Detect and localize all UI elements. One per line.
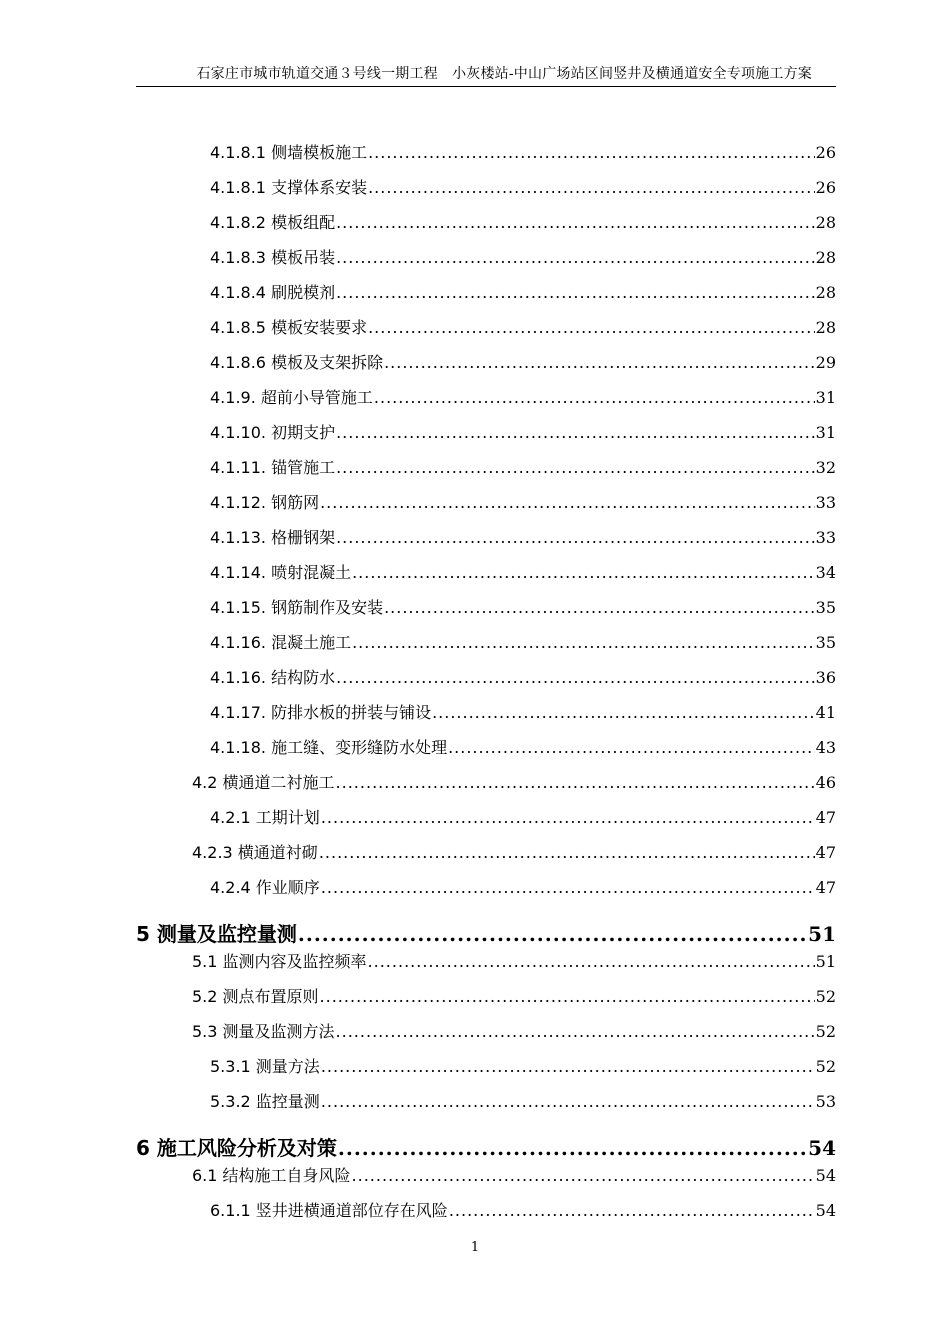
toc-leader-dots (432, 701, 815, 725)
toc-entry[interactable] (192, 1164, 836, 1188)
toc-entry-page: 51 (815, 952, 836, 971)
toc-entry[interactable] (210, 1090, 836, 1114)
toc-entry-title: 4.1.17. 防排水板的拼装与铺设 (210, 703, 432, 722)
toc-entry-title: 4.1.8.1 侧墙模板施工 (210, 143, 368, 162)
toc-leader-dots (320, 491, 815, 515)
toc-leader-dots (374, 386, 815, 410)
toc-entry-title: 4.1.16. 混凝土施工 (210, 633, 352, 652)
toc-entry-page: 28 (815, 248, 836, 267)
toc-entry[interactable] (210, 316, 836, 340)
toc-entry-page: 51 (808, 922, 836, 946)
toc-entry[interactable] (136, 1134, 836, 1162)
toc-entry-page: 47 (815, 808, 836, 827)
toc-leader-dots (368, 141, 815, 165)
toc-entry[interactable] (210, 561, 836, 585)
toc-entry-page: 47 (815, 843, 836, 862)
toc-entry-page: 29 (815, 353, 836, 372)
toc-entry-title: 6.1.1 竖井进横通道部位存在风险 (210, 1201, 448, 1220)
toc-entry-title: 5.3.2 监控量测 (210, 1092, 320, 1111)
toc-entry-page: 33 (815, 528, 836, 547)
toc-entry-page: 43 (815, 738, 836, 757)
toc-entry-title: 4.1.8.3 模板吊装 (210, 248, 336, 267)
toc-entry-page: 28 (815, 213, 836, 232)
toc-leader-dots (352, 631, 815, 655)
toc-leader-dots (384, 596, 815, 620)
toc-entry[interactable] (210, 351, 836, 375)
toc-entry[interactable] (210, 876, 836, 900)
toc-leader-dots (352, 561, 815, 585)
toc-entry-title: 4.1.8.2 模板组配 (210, 213, 336, 232)
toc-entry-title: 4.2.3 横通道衬砌 (192, 843, 318, 862)
toc-entry-page: 31 (815, 388, 836, 407)
toc-entry-page: 32 (815, 458, 836, 477)
toc-leader-dots (449, 1199, 815, 1223)
page-header (136, 64, 836, 87)
toc-entry-title: 4.1.8.1 支撑体系安装 (210, 178, 368, 197)
toc-entry[interactable] (210, 141, 836, 165)
toc-entry[interactable] (210, 386, 836, 410)
toc-leader-dots (368, 316, 815, 340)
toc-entry-page: 41 (815, 703, 836, 722)
toc-entry-page: 28 (815, 283, 836, 302)
toc-entry-page: 54 (808, 1136, 836, 1160)
toc-entry-page: 34 (815, 563, 836, 582)
toc-entry-page: 46 (815, 773, 836, 792)
toc-leader-dots (352, 1164, 815, 1188)
toc-entry-page: 54 (815, 1201, 836, 1220)
toc-entry-page: 36 (815, 668, 836, 687)
toc-leader-dots (368, 950, 815, 974)
toc-entry-page: 52 (815, 987, 836, 1006)
toc-entry[interactable] (210, 736, 836, 760)
toc-leader-dots (336, 1020, 815, 1044)
toc-entry-title: 4.1.9. 超前小导管施工 (210, 388, 373, 407)
toc-entry[interactable] (210, 211, 836, 235)
toc-leader-dots (336, 421, 815, 445)
toc-entry[interactable] (210, 456, 836, 480)
toc-entry-title: 4.2.4 作业顺序 (210, 878, 320, 897)
toc-entry[interactable] (210, 421, 836, 445)
toc-entry-title: 4.1.13. 格栅钢架 (210, 528, 336, 547)
toc-leader-dots (448, 736, 815, 760)
toc-entry-title: 4.2.1 工期计划 (210, 808, 320, 827)
toc-entry-page: 33 (815, 493, 836, 512)
toc-entry-page: 28 (815, 318, 836, 337)
toc-entry[interactable] (136, 920, 836, 948)
toc-leader-dots (336, 456, 815, 480)
toc-entry-page: 31 (815, 423, 836, 442)
toc-entry[interactable] (210, 176, 836, 200)
toc-entry[interactable] (210, 806, 836, 830)
toc-entry-page: 52 (815, 1057, 836, 1076)
toc-entry-title: 4.1.8.4 刷脱模剂 (210, 283, 336, 302)
toc-entry-page: 47 (815, 878, 836, 897)
toc-entry[interactable] (192, 1020, 836, 1044)
toc-entry[interactable] (192, 985, 836, 1009)
toc-entry-title: 4.1.14. 喷射混凝土 (210, 563, 352, 582)
toc-entry-title: 4.1.8.5 模板安装要求 (210, 318, 368, 337)
toc-entry-title: 5.3 测量及监测方法 (192, 1022, 335, 1041)
toc-entry-page: 26 (815, 178, 836, 197)
toc-entry[interactable] (210, 526, 836, 550)
toc-leader-dots (321, 876, 815, 900)
toc-entry-title: 4.1.10. 初期支护 (210, 423, 336, 442)
toc-leader-dots (336, 211, 815, 235)
toc-entry-page: 52 (815, 1022, 836, 1041)
page-number: 1 (470, 1240, 480, 1255)
toc-entry[interactable] (210, 666, 836, 690)
toc-leader-dots (336, 666, 815, 690)
toc-leader-dots (321, 1055, 815, 1079)
toc-entry-title: 5.2 测点布置原则 (192, 987, 319, 1006)
toc-entry-page: 26 (815, 143, 836, 162)
toc-entry-title: 4.1.16. 结构防水 (210, 668, 336, 687)
toc-entry-page: 35 (815, 598, 836, 617)
toc-entry[interactable] (192, 841, 836, 865)
toc-entry[interactable] (192, 950, 836, 974)
toc-leader-dots (320, 985, 815, 1009)
toc-leader-dots (368, 176, 815, 200)
toc-leader-dots (321, 1090, 815, 1114)
toc-entry-title: 4.1.8.6 模板及支架拆除 (210, 353, 384, 372)
toc-entry[interactable] (192, 771, 836, 795)
toc-leader-dots (338, 1134, 807, 1162)
toc-entry-page: 35 (815, 633, 836, 652)
toc-entry-title: 6.1 结构施工自身风险 (192, 1166, 351, 1185)
toc-entry-title: 4.1.12. 钢筋网 (210, 493, 320, 512)
toc-entry-page: 54 (815, 1166, 836, 1185)
toc-entry[interactable] (210, 701, 836, 725)
toc-entry-title: 5 测量及监控量测 (136, 922, 297, 946)
toc-leader-dots (336, 246, 815, 270)
toc-leader-dots (298, 920, 807, 948)
toc-leader-dots (384, 351, 815, 375)
toc-entry-title: 5.1 监测内容及监控频率 (192, 952, 367, 971)
toc-entry-title: 4.2 横通道二衬施工 (192, 773, 335, 792)
toc-entry-title: 4.1.15. 钢筋制作及安装 (210, 598, 384, 617)
toc-entry[interactable] (210, 596, 836, 620)
toc-entry[interactable] (210, 1199, 836, 1223)
toc-entry-title: 4.1.11. 锚管施工 (210, 458, 336, 477)
header-title: 石家庄市城市轨道交通３号线一期工程 小灰楼站-中山广场站区间竖井及横通道安全专项施工方案 (196, 66, 812, 82)
toc-leader-dots (336, 281, 815, 305)
toc-entry-title: 4.1.18. 施工缝、变形缝防水处理 (210, 738, 448, 757)
toc-entry-title: 6 施工风险分析及对策 (136, 1136, 337, 1160)
toc-entry[interactable] (210, 281, 836, 305)
toc-entry-title: 5.3.1 测量方法 (210, 1057, 320, 1076)
toc-leader-dots (319, 841, 815, 865)
toc-entry[interactable] (210, 491, 836, 515)
toc-leader-dots (336, 526, 815, 550)
toc-entry[interactable] (210, 631, 836, 655)
toc-leader-dots (321, 806, 815, 830)
toc-entry[interactable] (210, 1055, 836, 1079)
toc-entry[interactable] (210, 246, 836, 270)
toc-leader-dots (336, 771, 815, 795)
toc-entry-page: 53 (815, 1092, 836, 1111)
